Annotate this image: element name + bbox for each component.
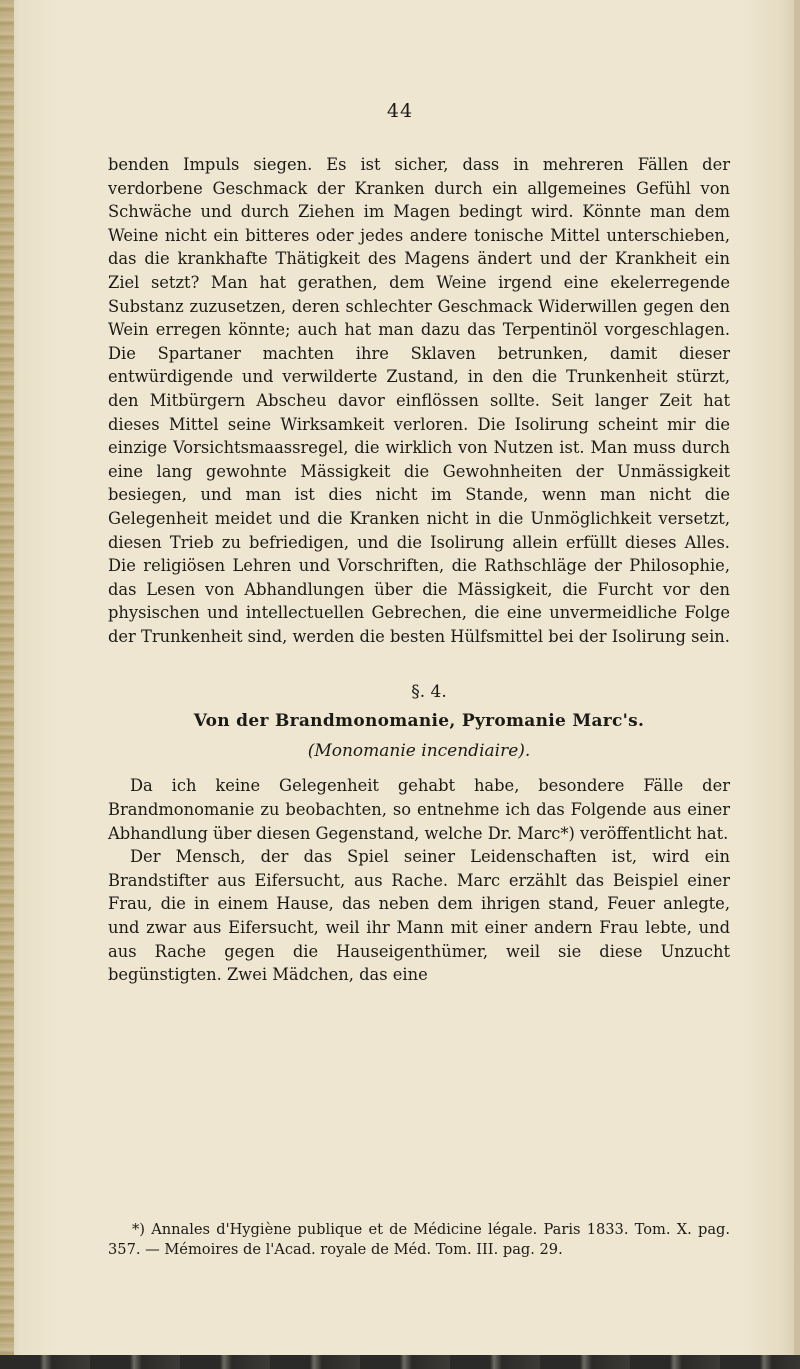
body-paragraph: Der Mensch, der das Spiel seiner Leidenschaften ist, wird ein Brandstifter aus Eifersucht, aus Rache. Marc erzählt das Beispiel einer Frau, die in einem Hause, das neben dem ihrigen stand, Feuer anlegte, und zwar aus Eifersucht, weil ihr Mann mit einer andern Frau lebte, und aus Rache gegen die Hauseigenthümer, weil sie diese Unzucht begünstigten. Zwei Mädchen, das eine	[108, 847, 730, 985]
section-number: §. 4.	[411, 682, 447, 703]
page-body	[108, 153, 730, 987]
page-bottom-edge	[0, 1355, 800, 1369]
page-binding-edge	[0, 0, 14, 1369]
section-subheading: (Monomanie incendiaire).	[307, 741, 531, 762]
body-paragraph: Da ich keine Gelegenheit gehabt habe, besondere Fälle der Brandmonomanie zu beobachten, so entnehme ich das Folgende aus einer Abhandlung über diesen Gegenstand, welche Dr. Marc*) veröffentlicht hat.	[108, 776, 730, 843]
body-paragraph: benden Impuls siegen. Es ist sicher, dass in mehreren Fällen der verdorbene Geschmack der Kranken durch ein allgemeines Gefühl von Schwäche und durch Ziehen im Magen bedingt wird. Könnte man dem Weine nicht ein bitteres oder jedes andere tonische Mittel unterschieben, das die krankhafte Thätigkeit des Magens ändert und der Krankheit ein Ziel setzt? Man hat gerathen, dem Weine irgend eine ekelerregende Substanz zuzusetzen, deren schlechter Geschmack Widerwillen gegen den Wein erregen könnte; auch hat man dazu das Terpentinöl vorgeschlagen. Die Spartaner machten ihre Sklaven betrunken, damit dieser entwürdigende und verwilderte Zustand, in den die Trunkenheit stürzt, den Mitbürgern Abscheu davor einflössen sollte. Seit langer Zeit hat dieses Mittel seine Wirksamkeit verloren. Die Isolirung scheint mir die einzige Vorsichtsmaassregel, die wirklich von Nutzen ist. Man muss durch eine lang gewohnte Mässigkeit die Gewohnheiten der Unmässigkeit besiegen, und man ist dies nicht im Stande, wenn man nicht die Gelegenheit meidet und die Kranken nicht in die Unmöglichkeit versetzt, diesen Trieb zu befriedigen, und die Isolirung allein erfüllt dieses Alles. Die religiösen Lehren und Vorschriften, die Rathschläge der Philosophie, das Lesen von Abhandlungen über die Mässigkeit, die Furcht vor den physischen und intellectuellen Gebrechen, die eine unvermeidliche Folge der Trunkenheit sind, werden die besten Hülfsmittel bei der Isolirung sein.	[108, 155, 730, 646]
section-heading: Von der Brandmonomanie, Pyromanie Marc's.	[193, 711, 645, 732]
page-right-edge	[794, 0, 800, 1369]
page-number: 44	[386, 100, 414, 122]
footnote: *) Annales d'Hygiène publique et de Médicine légale. Paris 1833. Tom. X. pag. 357. — Mémoires de l'Acad. royale de Méd. Tom. III. pag. 29.	[108, 1221, 730, 1258]
